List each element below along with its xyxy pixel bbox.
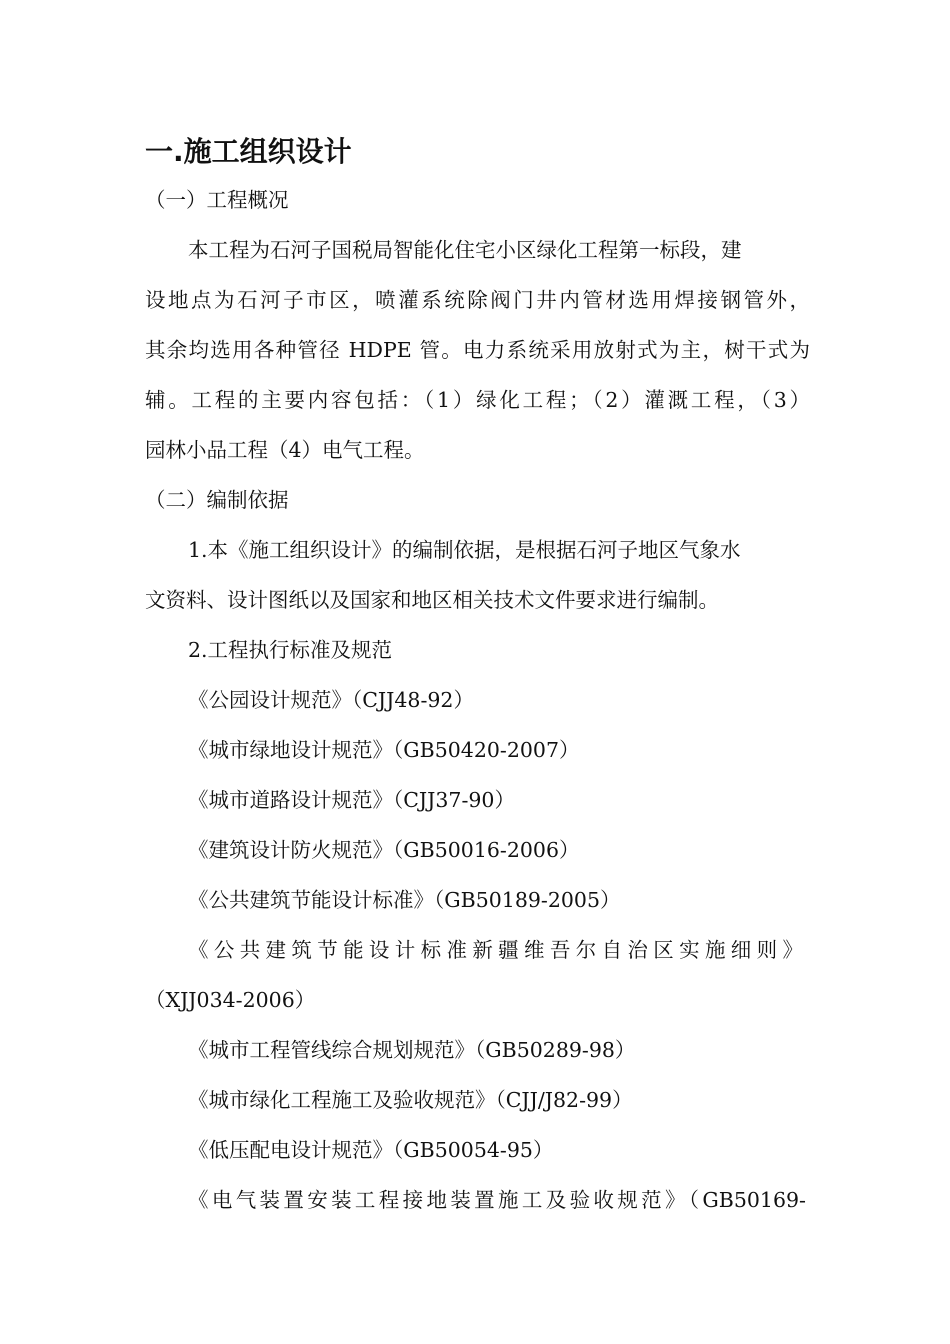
paragraph-line: 辅。工程的主要内容包括：（1）绿化工程；（2）灌溉工程，（3） bbox=[145, 388, 810, 412]
paragraph-line: 1.本《施工组织设计》的编制依据，是根据石河子地区气象水 bbox=[188, 538, 741, 562]
paragraph-line: 设地点为石河子市区，喷灌系统除阀门井内管材选用焊接钢管外， bbox=[145, 288, 810, 312]
standard-item: 《城市工程管线综合规划规范》（GB50289-98） bbox=[188, 1038, 636, 1062]
standard-item: 《建筑设计防火规范》（GB50016-2006） bbox=[188, 838, 580, 862]
standard-item: 《公园设计规范》（CJJ48-92） bbox=[188, 688, 474, 712]
page-title: 一.施工组织设计 bbox=[145, 135, 352, 168]
section-heading-basis: （二）编制依据 bbox=[145, 488, 289, 512]
standard-item: 《电气装置安装工程接地装置施工及验收规范》（GB50169- bbox=[188, 1188, 806, 1212]
subheading-standards: 2.工程执行标准及规范 bbox=[188, 638, 393, 662]
standard-item-continuation: （XJJ034-2006） bbox=[145, 988, 316, 1012]
paragraph-line: 其余均选用各种管径 HDPE 管。电力系统采用放射式为主，树干式为 bbox=[145, 338, 810, 362]
standard-item: 《公共建筑节能设计标准新疆维吾尔自治区实施细则》 bbox=[188, 938, 803, 962]
standard-item: 《公共建筑节能设计标准》（GB50189-2005） bbox=[188, 888, 621, 912]
paragraph-line: 园林小品工程（4）电气工程。 bbox=[145, 438, 425, 462]
standard-item: 《城市道路设计规范》（CJJ37-90） bbox=[188, 788, 515, 812]
standard-item: 《城市绿地设计规范》（GB50420-2007） bbox=[188, 738, 580, 762]
paragraph-line: 本工程为石河子国税局智能化住宅小区绿化工程第一标段，建 bbox=[188, 238, 742, 262]
standard-item: 《低压配电设计规范》（GB50054-95） bbox=[188, 1138, 554, 1162]
standard-item: 《城市绿化工程施工及验收规范》（CJJ/J82-99） bbox=[188, 1088, 633, 1112]
paragraph-line: 文资料、设计图纸以及国家和地区相关技术文件要求进行编制。 bbox=[145, 588, 719, 612]
section-heading-overview: （一）工程概况 bbox=[145, 188, 289, 212]
